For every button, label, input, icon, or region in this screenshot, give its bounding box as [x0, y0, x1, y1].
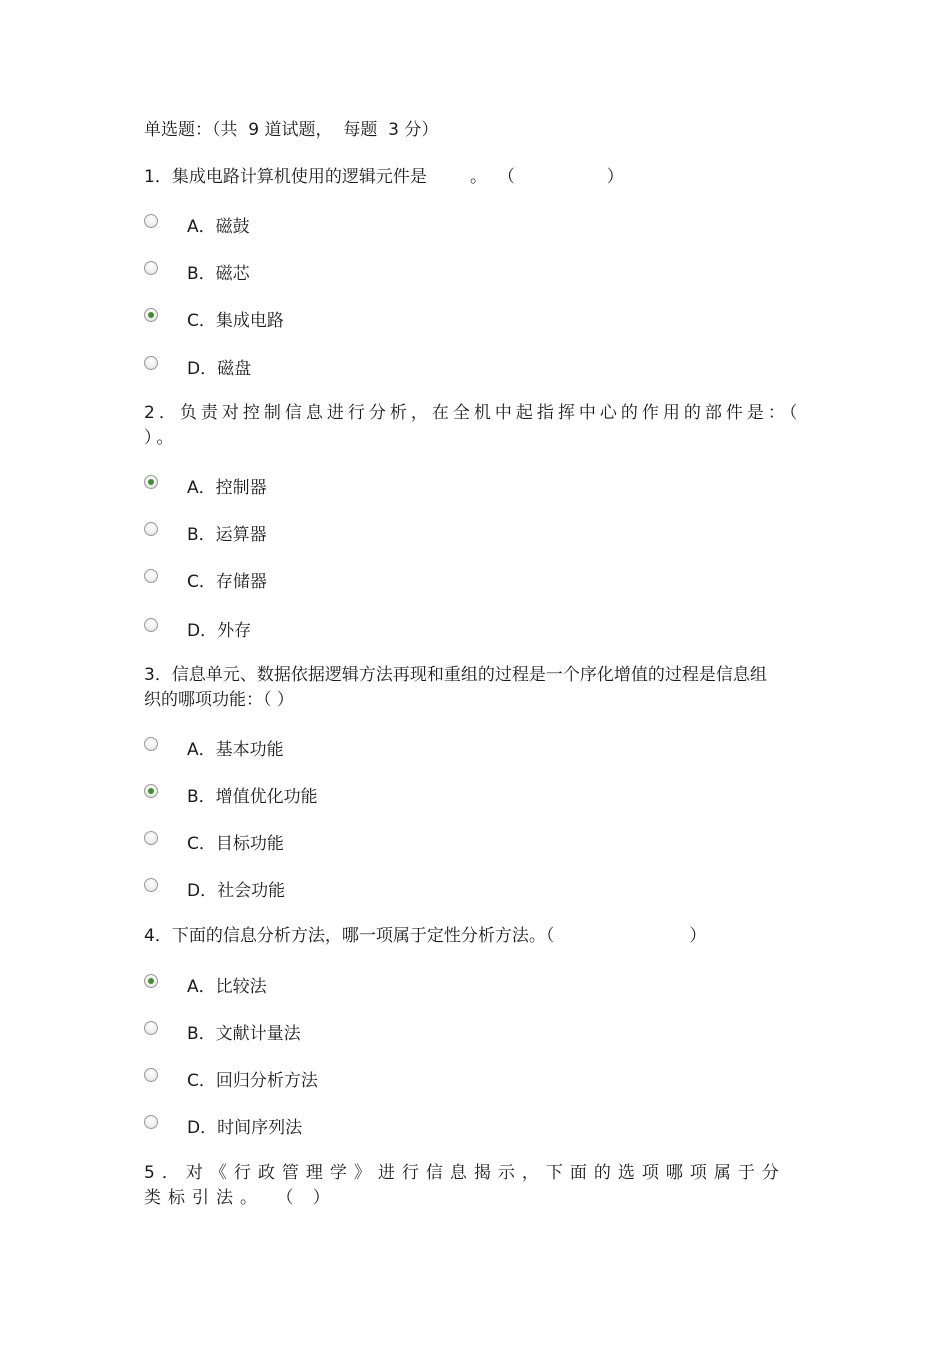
question-1-option-b[interactable] — [144, 260, 250, 282]
question-3-option-d[interactable] — [144, 877, 285, 899]
radio-icon[interactable] — [144, 831, 158, 845]
question-4-stem: 4．下面的信息分析方法，哪一项属于定性分析方法。（ ） — [144, 926, 707, 946]
question-2-option-b[interactable] — [144, 521, 267, 543]
radio-checked-icon[interactable] — [144, 308, 158, 322]
option-label: B．增值优化功能 — [187, 786, 318, 807]
radio-icon[interactable] — [144, 356, 158, 370]
radio-icon[interactable] — [144, 261, 158, 275]
option-label: C．目标功能 — [187, 833, 284, 854]
question-1-option-a[interactable] — [144, 213, 250, 235]
question-1-stem: 1．集成电路计算机使用的逻辑元件是 。 （ ） — [144, 167, 624, 187]
option-label: A．磁鼓 — [187, 216, 250, 237]
radio-icon[interactable] — [144, 569, 158, 583]
radio-icon[interactable] — [144, 214, 158, 228]
radio-icon[interactable] — [144, 737, 158, 751]
option-label: D．时间序列法 — [187, 1117, 303, 1138]
question-1-option-c[interactable] — [144, 307, 284, 329]
radio-checked-icon[interactable] — [144, 974, 158, 988]
option-label: A．比较法 — [187, 976, 267, 997]
section-header: 单选题：（共 9 道试题， 每题 3 分） — [144, 120, 439, 140]
radio-icon[interactable] — [144, 878, 158, 892]
radio-icon[interactable] — [144, 522, 158, 536]
radio-icon[interactable] — [144, 1115, 158, 1129]
option-label: C．集成电路 — [187, 310, 284, 331]
radio-checked-icon[interactable] — [144, 784, 158, 798]
radio-icon[interactable] — [144, 1021, 158, 1035]
question-4-option-c[interactable] — [144, 1067, 318, 1089]
question-2-stem: 2．负责对控制信息进行分析，在全机中起指挥中心的作用的部件是：（ ）。 — [144, 403, 802, 448]
option-label: D．磁盘 — [187, 358, 252, 379]
question-5-stem: 5．对《行政管理学》进行信息揭示，下面的选项哪项属于分类标引法。 （ ） — [144, 1163, 786, 1208]
question-2-option-c[interactable] — [144, 568, 267, 590]
question-4-option-d[interactable] — [144, 1114, 302, 1136]
option-label: A．控制器 — [187, 477, 267, 498]
question-3-option-c[interactable] — [144, 830, 284, 852]
radio-checked-icon[interactable] — [144, 475, 158, 489]
question-3-stem: 3．信息单元、数据依据逻辑方法再现和重组的过程是一个序化增值的过程是信息组织的哪项功能：（ ） — [144, 665, 767, 710]
option-label: B．文献计量法 — [187, 1023, 301, 1044]
question-3-option-a[interactable] — [144, 736, 284, 758]
radio-icon[interactable] — [144, 1068, 158, 1082]
question-3-option-b[interactable] — [144, 783, 318, 805]
option-label: B．运算器 — [187, 524, 267, 545]
question-1-option-d[interactable] — [144, 355, 251, 377]
question-2-option-d[interactable] — [144, 617, 251, 639]
question-2-option-a[interactable] — [144, 474, 267, 496]
radio-icon[interactable] — [144, 618, 158, 632]
option-label: C．存储器 — [187, 571, 267, 592]
option-label: D．社会功能 — [187, 880, 286, 901]
option-label: B．磁芯 — [187, 263, 250, 284]
question-4-option-a[interactable] — [144, 973, 267, 995]
question-4-option-b[interactable] — [144, 1020, 301, 1042]
option-label: C．回归分析方法 — [187, 1070, 318, 1091]
option-label: D．外存 — [187, 620, 252, 641]
option-label: A．基本功能 — [187, 739, 284, 760]
